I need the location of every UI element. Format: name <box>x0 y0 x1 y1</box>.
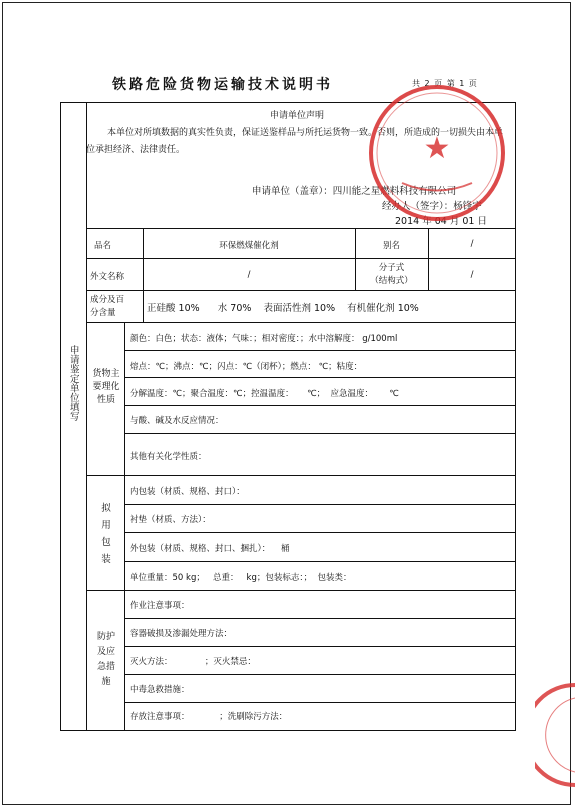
document-title: 铁路危险货物运输技术说明书 <box>112 77 333 93</box>
outer-packaging: 外包装（材质、规格、封口、捆扎）： 桶 <box>130 544 290 554</box>
page-info: 共 2 页 第 1 页 <box>412 79 478 88</box>
svg-text:★: ★ <box>423 131 451 166</box>
name-label: 品名 <box>94 241 112 251</box>
declaration-heading: 申请单位声明 <box>270 111 325 121</box>
props-row-5: 其他有关化学性质： <box>130 452 207 462</box>
poison-first-aid: 中毒急救措施： <box>130 685 190 695</box>
side-label: 申请鉴定单位填写 <box>67 345 79 421</box>
props-row-3: 分解温度：℃；聚合温度：℃；控温温度： ℃； 应急温度： ℃ <box>130 389 399 399</box>
liner: 衬垫（材质、方法）： <box>130 515 211 525</box>
work-precautions: 作业注意事项： <box>130 601 190 611</box>
packaging-section-label: 拟用包装 <box>101 503 111 565</box>
name-value: 环保燃煤催化剂 <box>219 241 279 251</box>
composition-label <box>90 294 124 320</box>
props-row-1: 颜色：白色；状态：液体；气味：；相对密度：；水中溶解度： g/100ml <box>130 334 398 344</box>
handler-label: 经办人（签字）： <box>382 201 454 212</box>
weights: 单位重量：50 kg； 总重： kg；包装标志：； 包装类： <box>130 573 352 583</box>
formula-label-line1: 分子式 <box>378 263 405 273</box>
composition-value: 正硅酸 10% 水 70% 表面活性剂 10% 有机催化剂 10% <box>147 303 419 314</box>
foreign-name-label: 外文名称 <box>90 272 125 282</box>
declaration-date: 2014 年 04 月 01 日 <box>395 216 487 227</box>
formula-label <box>355 262 428 288</box>
storage-precautions: 存放注意事项： ；洗刷除污方法： <box>130 712 288 722</box>
damage-handling: 容器破损及渗漏处理方法： <box>130 629 233 639</box>
company-seal <box>362 78 512 228</box>
alias-label: 别名 <box>382 241 400 251</box>
formula-label-line2: （结构式） <box>370 276 413 286</box>
handler-signature: 杨锋宇 <box>453 201 482 212</box>
alias-value: / <box>470 239 474 249</box>
composition-label-line1: 成分及百 <box>90 295 125 305</box>
formula-value: / <box>470 270 474 280</box>
inner-packaging: 内包装（材质、规格、封口）： <box>130 487 245 497</box>
applicant-label: 申请单位（盖章）： <box>252 186 333 197</box>
composition-label-line2: 分含量 <box>90 308 116 318</box>
properties-section-label: 货物主要理化性质 <box>92 369 120 405</box>
fire-fighting: 灭火方法： ；灭火禁忌： <box>130 657 256 667</box>
foreign-name-value: / <box>247 270 251 280</box>
declaration-body: 本单位对所填数据的真实性负责，保证送鉴样品与所托运货物一致。否则，所造成的一切损失由本单位承担经济、法律责任。 <box>86 128 504 155</box>
applicant-value: 四川能之星燃料科技有限公司 <box>332 186 457 197</box>
props-row-2: 熔点：℃；沸点：℃；闪点：℃（闭杯）；燃点： ℃；粘度： <box>130 362 363 372</box>
protection-section-label: 防护及应急措施 <box>96 632 115 687</box>
props-row-4: 与酸、碱及水反应情况： <box>130 416 224 426</box>
edge-seal <box>535 680 575 790</box>
